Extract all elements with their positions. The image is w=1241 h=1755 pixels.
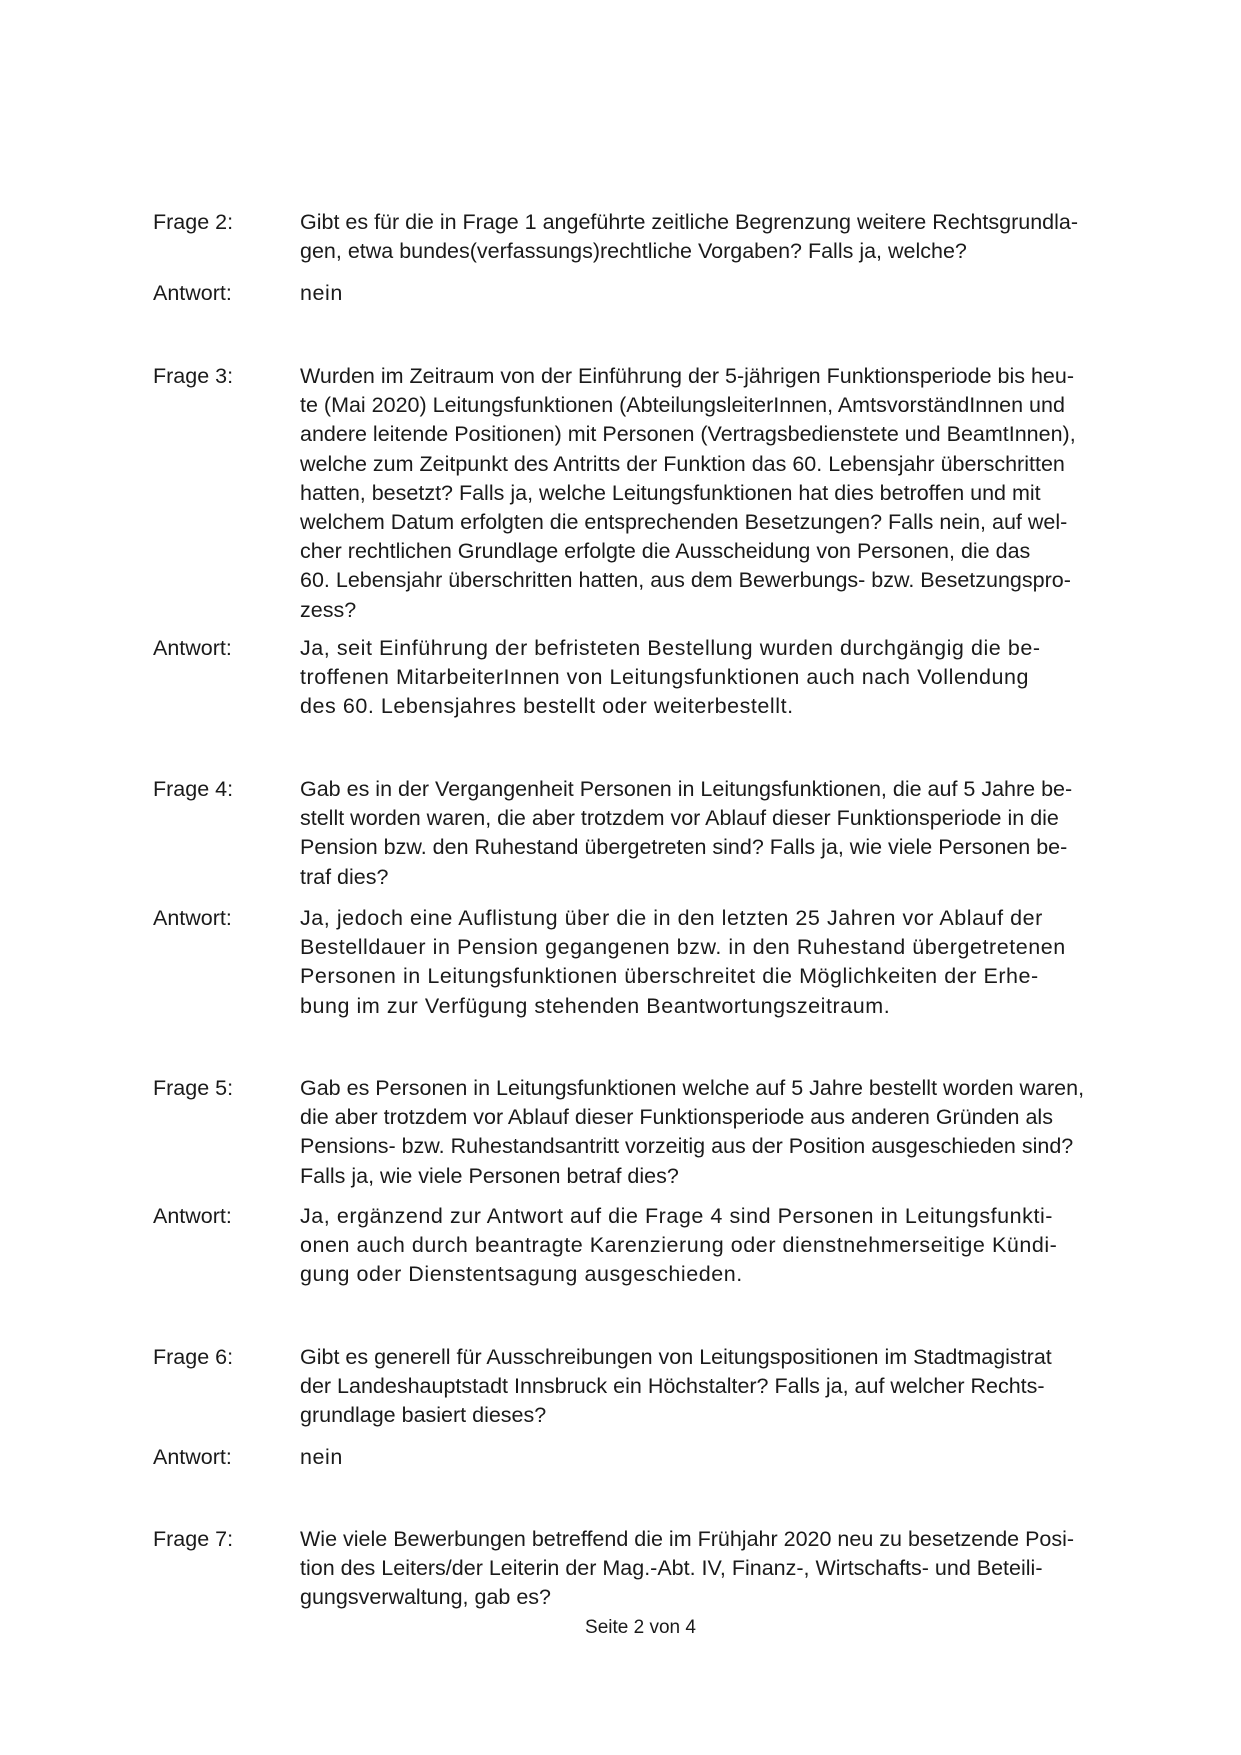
text-line: tion des Leiters/der Leiterin der Mag.-Abt. IV, Finanz-, Wirtschafts- und Beteili- [300, 1556, 1043, 1581]
answer-label: Antwort: [153, 1204, 232, 1228]
text-line: grundlage basiert dieses? [300, 1403, 547, 1428]
question-text [300, 775, 1145, 892]
text-line: Wurden im Zeitraum von der Einführung der 5-jährigen Funktionsperiode bis heu- [300, 364, 1075, 388]
answer-text [300, 279, 1145, 308]
answer-text [300, 634, 1145, 722]
text-line: Gibt es für die in Frage 1 angeführte zeitliche Begrenzung weitere Rechtsgrundla- [300, 210, 1079, 234]
text-line: onen auch durch beantragte Karenzierung oder dienstnehmerseitige Kündi- [300, 1233, 1058, 1258]
text-line: Gibt es generell für Ausschreibungen von Leitungspositionen im Stadtmagistrat [300, 1345, 1052, 1369]
text-line: Pension bzw. den Ruhestand übergetreten sind? Falls ja, wie viele Personen be- [300, 835, 1068, 860]
answer-label: Antwort: [153, 1445, 232, 1469]
text-line: bung im zur Verfügung stehenden Beantwortungszeitraum. [300, 993, 891, 1018]
text-line: Ja, jedoch eine Auflistung über die in den letzten 25 Jahren vor Ablauf der [300, 906, 1043, 930]
text-line: Ja, ergänzend zur Antwort auf die Frage 4 sind Personen in Leitungsfunkti- [300, 1204, 1054, 1228]
text-line: gungsverwaltung, gab es? [300, 1585, 552, 1610]
text-line: Wie viele Bewerbungen betreffend die im Frühjahr 2020 neu zu besetzende Posi- [300, 1527, 1075, 1551]
text-line: cher rechtlichen Grundlage erfolgte die Ausscheidung von Personen, die das [300, 539, 1031, 564]
text-line: Pensions- bzw. Ruhestandsantritt vorzeitig aus der Position ausgeschieden sind? [300, 1134, 1074, 1159]
text-line: nein [300, 281, 343, 305]
text-line: Ja, seit Einführung der befristeten Bestellung wurden durchgängig die be- [300, 636, 1041, 660]
text-line: nein [300, 1445, 343, 1469]
question-label: Frage 3: [153, 364, 234, 388]
answer-label: Antwort: [153, 636, 232, 660]
question-text [300, 208, 1145, 266]
text-line: andere leitende Positionen) mit Personen (Vertragsbedienstete und BeamtInnen), [300, 422, 1076, 447]
question-text [300, 1074, 1145, 1191]
text-line: Bestelldauer in Pension gegangenen bzw. in den Ruhestand übergetretenen [300, 935, 1066, 960]
text-line: gen, etwa bundes(verfassungs)rechtliche Vorgaben? Falls ja, welche? [300, 239, 967, 264]
text-line: hatten, besetzt? Falls ja, welche Leitungsfunktionen hat dies betroffen und mit [300, 480, 1041, 505]
answer-text [300, 1202, 1145, 1290]
text-line: der Landeshauptstadt Innsbruck ein Höchstalter? Falls ja, auf welcher Rechts- [300, 1374, 1045, 1399]
text-line: troffenen MitarbeiterInnen von Leitungsfunktionen auch nach Vollendung [300, 665, 1029, 690]
text-line: welchem Datum erfolgten die entsprechenden Besetzungen? Falls nein, auf wel- [300, 510, 1068, 535]
text-line: 60. Lebensjahr überschritten hatten, aus dem Bewerbungs- bzw. Besetzungspro- [300, 568, 1071, 593]
text-line: des 60. Lebensjahres bestellt oder weiterbestellt. [300, 694, 794, 719]
question-label: Frage 2: [153, 210, 234, 234]
text-line: stellt worden waren, die aber trotzdem vor Ablauf dieser Funktionsperiode in die [300, 806, 1059, 831]
answer-text [300, 1443, 1145, 1472]
text-line: Gab es Personen in Leitungsfunktionen welche auf 5 Jahre bestellt worden waren, [300, 1076, 1085, 1100]
answer-text [300, 904, 1145, 1021]
question-label: Frage 4: [153, 777, 234, 801]
answer-label: Antwort: [153, 281, 232, 305]
text-line: traf dies? [300, 864, 389, 889]
page-number: Seite 2 von 4 [585, 1617, 696, 1638]
text-line: gung oder Dienstentsagung ausgeschieden. [300, 1262, 743, 1287]
answer-label: Antwort: [153, 906, 232, 930]
question-label: Frage 5: [153, 1076, 234, 1100]
question-text [300, 362, 1145, 625]
question-label: Frage 6: [153, 1345, 234, 1369]
question-text [300, 1525, 1145, 1613]
text-line: Personen in Leitungsfunktionen überschreitet die Möglichkeiten der Erhe- [300, 964, 1039, 989]
text-line: Gab es in der Vergangenheit Personen in Leitungsfunktionen, die auf 5 Jahre be- [300, 777, 1073, 801]
text-line: zess? [300, 597, 357, 622]
text-line: welche zum Zeitpunkt des Antritts der Funktion das 60. Lebensjahr überschritten [300, 451, 1065, 476]
question-label: Frage 7: [153, 1527, 234, 1551]
text-line: te (Mai 2020) Leitungsfunktionen (AbteilungsleiterInnen, AmtsvorständInnen und [300, 393, 1065, 418]
text-line: Falls ja, wie viele Personen betraf dies? [300, 1163, 679, 1188]
text-line: die aber trotzdem vor Ablauf dieser Funktionsperiode aus anderen Gründen als [300, 1105, 1053, 1130]
question-text [300, 1343, 1145, 1431]
